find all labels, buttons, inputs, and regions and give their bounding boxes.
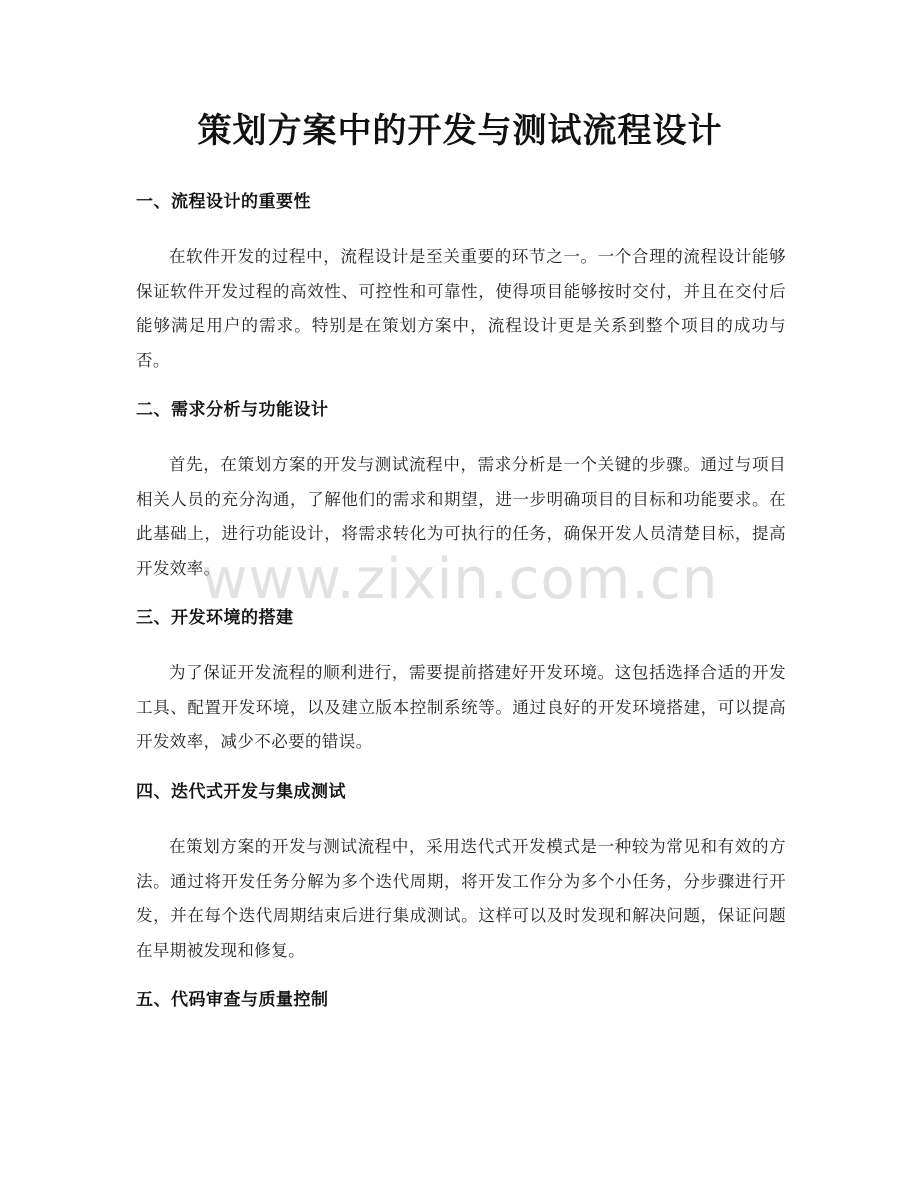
section-heading: 一、流程设计的重要性 [136,192,311,212]
section-3 [136,606,786,760]
section-5 [136,988,786,1012]
watermark: www.zixin.com.cn [201,547,719,612]
section-body: 在策划方案的开发与测试流程中，采用迭代式开发模式是一种较为常见和有效的方法。通过将开发任务分解为多个迭代周期，将开发工作分为多个小任务，分步骤进行开发，并在每个迭代周期结束后进行集成测试。这样可以及时发现和解决问题，保证问题在早期被发现和修复。 [136,837,786,960]
section-1 [136,190,786,378]
section-body: 为了保证开发流程的顺利进行，需要提前搭建好开发环境。这包括选择合适的开发工具、配置开发环境，以及建立版本控制系统等。通过良好的开发环境搭建，可以提高开发效率，减少不必要的错误。 [136,663,786,751]
section-heading: 二、需求分析与功能设计 [136,400,329,420]
section-body: 在软件开发的过程中，流程设计是至关重要的环节之一。一个合理的流程设计能够保证软件开发过程的高效性、可控性和可靠性，使得项目能够按时交付，并且在交付后能够满足用户的需求。特别是在策划方案中，流程设计更是关系到整个项目的成功与否。 [136,247,786,370]
section-heading: 三、开发环境的搭建 [136,608,294,628]
section-2 [136,398,786,586]
section-4 [136,780,786,968]
section-heading: 五、代码审查与质量控制 [136,990,329,1010]
section-heading: 四、迭代式开发与集成测试 [136,782,346,802]
document-title: 策划方案中的开发与测试流程设计 [197,111,723,151]
section-body: 首先，在策划方案的开发与测试流程中，需求分析是一个关键的步骤。通过与项目相关人员的充分沟通，了解他们的需求和期望，进一步明确项目的目标和功能要求。在此基础上，进行功能设计，将需求转化为可执行的任务，确保开发人员清楚目标，提高开发效率。 [136,455,786,578]
